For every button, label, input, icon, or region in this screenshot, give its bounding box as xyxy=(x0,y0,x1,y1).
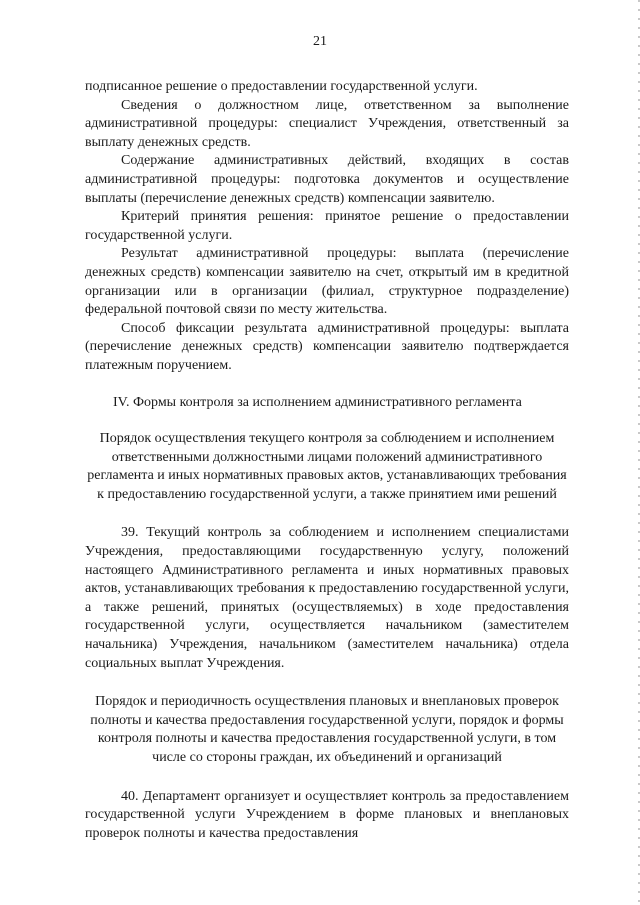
paragraph-40: 40. Департамент организует и осуществляет контроль за предоставлением государственной услуги Учреждением в форме плановых и внеплановых проверок полноты и качества предоставления xyxy=(85,788,569,841)
section-title: IV. Формы контроля за исполнением административного регламента xyxy=(113,394,522,410)
subheading-current-control: Порядок осуществления текущего контроля за соблюдением и исполнением ответственными должностными лицами положений административного регламента и иных нормативных правовых актов, устанавливающих требования к предоставлению государственной услуги, а также принятием ими решений xyxy=(87,431,567,502)
paragraph-continuation: подписанное решение о предоставлении государственной услуги. xyxy=(85,79,478,94)
paragraph-procedure-result: Результат административной процедуры: выплата (перечисление денежных средств) компенсации заявителю на счет, открытый им в кредитной организации или в организации (филиал, структурное подразделение) федеральной почтовой связи по месту жительства. xyxy=(85,246,569,318)
paragraph-responsible-official: Сведения о должностном лице, ответственном за выполнение административной процедуры: специалист Учреждения, ответственный за выплату денежных средств. xyxy=(85,97,569,150)
paragraph-actions-content: Содержание административных действий, входящих в состав административной процедуры: подготовка документов и осуществление выплаты (перечисление денежных средств) компенсации заявителю. xyxy=(85,153,569,206)
paragraph-result-fixation: Способ фиксации результата административной процедуры: выплата (перечисление денежных средств) компенсации заявителю подтверждается платежным поручением. xyxy=(85,320,569,373)
subheading-inspections: Порядок и периодичность осуществления плановых и внеплановых проверок полноты и качества предоставления государственной услуги, порядок и формы контроля полноты и качества предоставления государственной услуги, в том числе со стороны граждан, их объединений и организаций xyxy=(90,694,564,765)
document-body xyxy=(85,78,569,843)
paragraph-39: 39. Текущий контроль за соблюдением и исполнением специалистами Учреждения, предоставляющими государственную услугу, положений настоящего Административного регламента и иных нормативных правовых актов, устанавливающих требования к предоставлению государственной услуги, а также решений, принятых (осуществляемых) в ходе предоставления государственной услуги, осуществляется начальником (заместителем начальника) Учреждения, начальником (заместителем начальника) отдела социальных выплат Учреждения. xyxy=(85,525,569,671)
paragraph-decision-criterion: Критерий принятия решения: принятое решение о предоставлении государственной услуги. xyxy=(85,209,569,243)
page-number: 21 xyxy=(313,34,327,49)
